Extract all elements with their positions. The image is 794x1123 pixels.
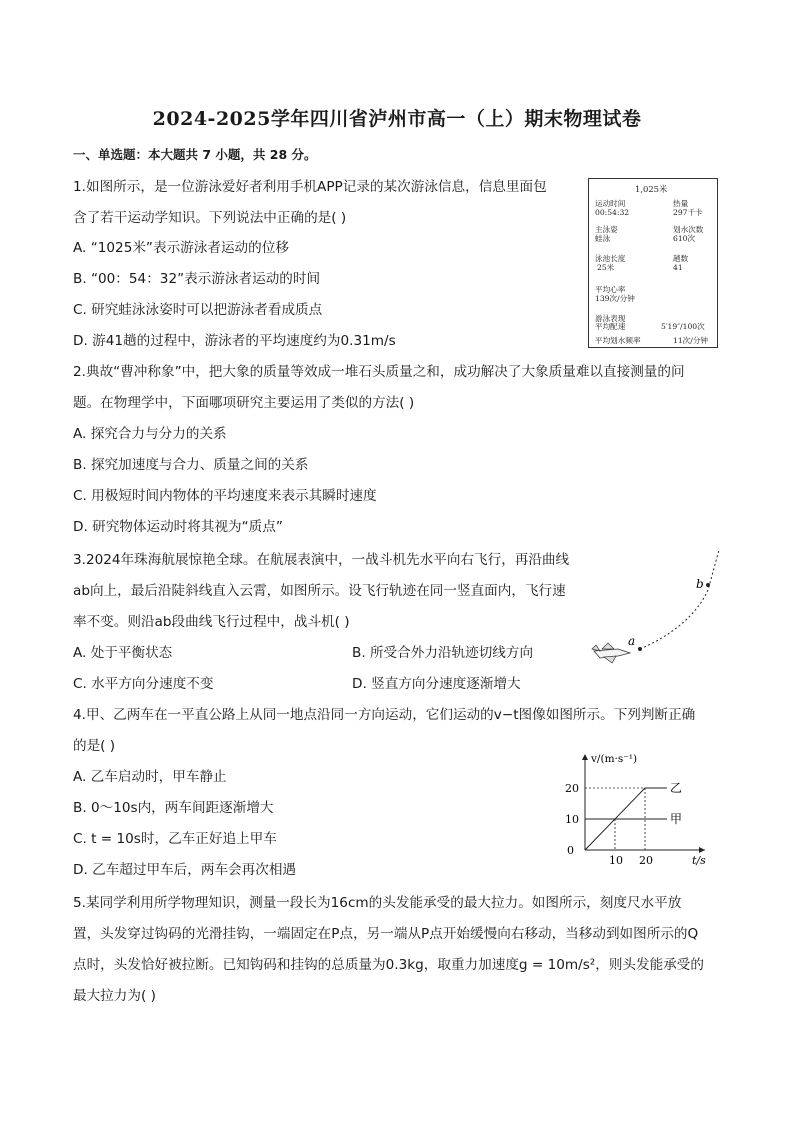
- card-cal-label: 热量: [673, 199, 689, 208]
- y-tick-label: 10: [565, 813, 579, 826]
- q2-option-d: D. 研究物体运动时将其视为“质点”: [73, 519, 283, 535]
- q5-stem-line4: 最大拉力为( ): [73, 988, 156, 1004]
- card-rate-value: 11次/分钟: [673, 336, 709, 345]
- card-pool-label: 泳池长度: [595, 254, 626, 263]
- q1-stem-line1: 1.如图所示，是一位游泳爱好者利用手机APP记录的某次游泳信息，信息里面包: [73, 179, 547, 195]
- flight-trajectory: [640, 550, 719, 649]
- card-pace-value: 5′19″/100次: [661, 322, 705, 331]
- fighter-jet-icon: [592, 643, 630, 663]
- q4-stem-line2: 的是( ): [73, 738, 116, 754]
- q5-stem-line2: 置，头发穿过钩码的光滑挂钩，一端固定在P点，另一端从P点开始缓慢向右移动，当移动到如图所示的Q: [73, 926, 699, 942]
- flight-path-figure: [588, 545, 724, 670]
- q1-option-a: A. “1025米”表示游泳者运动的位移: [73, 240, 289, 256]
- q3-option-c: C. 水平方向分速度不变: [73, 676, 214, 692]
- q2-option-c: C. 用极短时间内物体的平均速度来表示其瞬时速度: [73, 488, 377, 504]
- q2-stem-line2: 题。在物理学中，下面哪项研究主要运用了类似的方法( ): [73, 395, 415, 411]
- page-title: 2024-2025学年四川省泸州市高一（上）期末物理试卷: [152, 108, 642, 130]
- card-time-label: 运动时间: [595, 199, 626, 208]
- point-b-label: b: [696, 577, 704, 591]
- card-laps-value: 41: [673, 263, 683, 272]
- x-axis-label: t/s: [692, 854, 706, 867]
- q2-option-a: A. 探究合力与分力的关系: [73, 426, 227, 442]
- y-tick-label: 20: [565, 782, 579, 795]
- x-tick-label: 20: [639, 854, 653, 867]
- card-pace-label: 平均配速: [595, 322, 626, 331]
- q5-stem-line3: 点时，头发恰好被拉断。已知钩码和挂钩的总质量为0.3kg，取重力加速度g = 10m/s²，则头发能承受的: [73, 957, 704, 973]
- q1-stem-line2: 含了若干运动学知识。下列说法中正确的是( ): [73, 210, 347, 226]
- point-a: [638, 647, 642, 651]
- card-stroke-label: 主泳姿: [595, 225, 618, 234]
- y-axis-label: v/(m·s⁻¹): [591, 753, 638, 765]
- card-hr-label: 平均心率: [595, 285, 626, 294]
- point-a-label: a: [628, 634, 636, 648]
- series-label-1: 乙: [670, 781, 683, 795]
- origin-label: 0: [567, 844, 574, 857]
- q1-option-d: D. 游41趟的过程中，游泳者的平均速度约为0.31m/s: [73, 333, 396, 349]
- x-axis-arrow: [699, 847, 705, 853]
- vt-graph: [555, 748, 725, 868]
- card-rate-label: 平均划水频率: [595, 336, 641, 345]
- y-axis-arrow: [582, 754, 588, 760]
- card-cal-value: 297千卡: [673, 208, 703, 217]
- q4-option-b: B. 0～10s内，两车间距逐渐增大: [73, 800, 274, 816]
- swim-info-card: [588, 178, 718, 348]
- card-count-value: 610次: [673, 234, 696, 243]
- q1-option-c: C. 研究蛙泳泳姿时可以把游泳者看成质点: [73, 302, 323, 318]
- q3-option-b: B. 所受合外力沿轨迹切线方向: [352, 645, 534, 661]
- x-tick-label: 10: [609, 854, 623, 867]
- q4-stem-line1: 4.甲、乙两车在一平直公路上从同一地点沿同一方向运动，它们运动的v−t图像如图所示。下列判断正确: [73, 707, 696, 723]
- section-heading: 一、单选题：本大题共 7 小题，共 28 分。: [73, 147, 317, 162]
- card-laps-label: 趟数: [673, 254, 689, 263]
- q3-option-a: A. 处于平衡状态: [73, 645, 173, 661]
- q4-option-c: C. t = 10s时，乙车正好追上甲车: [73, 831, 277, 847]
- card-pool-value: 25米: [597, 263, 615, 272]
- card-perf-label: 游泳表现: [595, 314, 626, 323]
- card-stroke-value: 蛙泳: [595, 234, 611, 243]
- q5-stem-line1: 5.某同学利用所学物理知识，测量一段长为16cm的头发能承受的最大拉力。如图所示，刻度尺水平放: [73, 895, 682, 911]
- q3-stem-line1: 3.2024年珠海航展惊艳全球。在航展表演中，一战斗机先水平向右飞行，再沿曲线: [73, 552, 570, 568]
- point-b: [706, 583, 710, 587]
- q3-stem-line3: 率不变。则沿ab段曲线飞行过程中，战斗机( ): [73, 614, 350, 630]
- q4-option-d: D. 乙车超过甲车后，两车会再次相遇: [73, 862, 297, 878]
- series-label-0: 甲: [670, 812, 683, 826]
- q1-option-b: B. “00：54：32”表示游泳者运动的时间: [73, 271, 321, 287]
- card-distance: 1,025米: [635, 184, 668, 194]
- q2-option-b: B. 探究加速度与合力、质量之间的关系: [73, 457, 309, 473]
- q3-stem-line2: ab向上，最后沿陡斜线直入云霄，如图所示。设飞行轨迹在同一竖直面内，飞行速: [73, 583, 566, 599]
- card-count-label: 划水次数: [673, 225, 704, 234]
- q2-stem-line1: 2.典故“曹冲称象”中，把大象的质量等效成一堆石头质量之和，成功解决了大象质量难以直接测量的问: [73, 364, 685, 380]
- card-hr-value: 139次/分钟: [595, 294, 635, 303]
- q4-option-a: A. 乙车启动时，甲车静止: [73, 769, 227, 785]
- q3-option-d: D. 竖直方向分速度逐渐增大: [352, 676, 521, 692]
- card-time-value: 00:54:32: [595, 208, 630, 217]
